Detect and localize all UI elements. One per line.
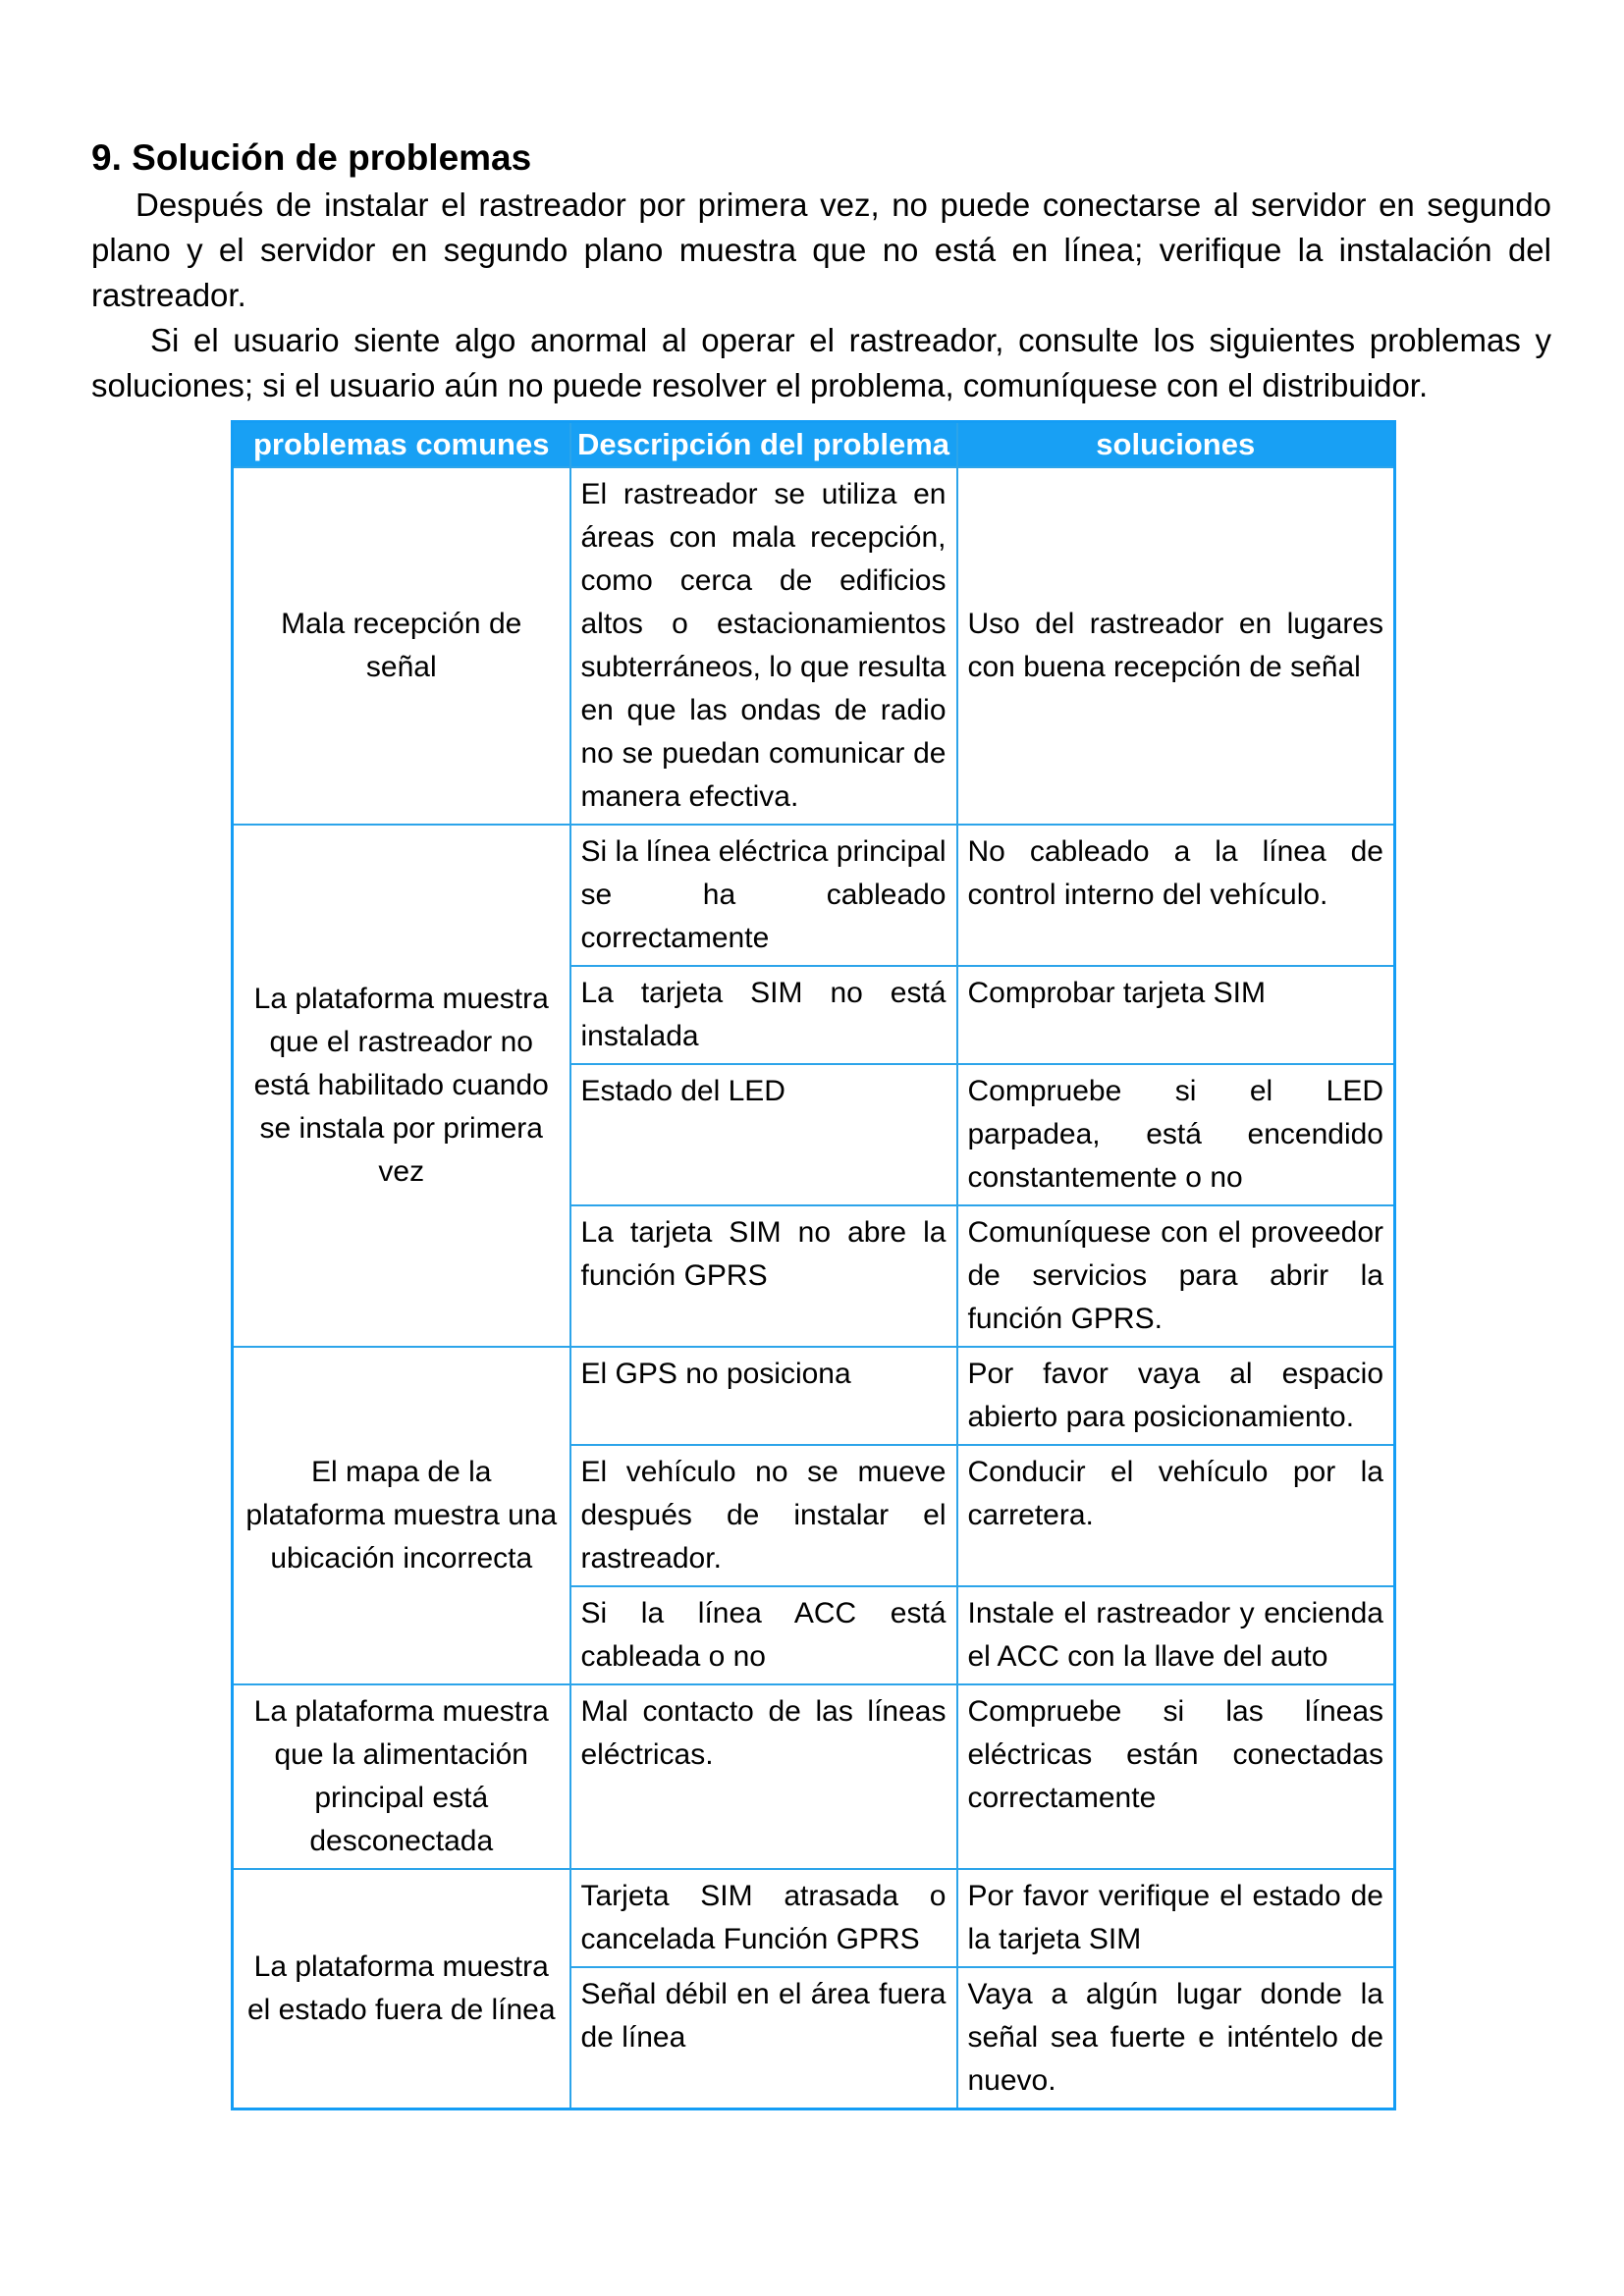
table-row (233, 1347, 1395, 1445)
column-header-problem-description: Descripción del problema (570, 422, 957, 468)
solution-cell: No cableado a la línea de control interno del vehículo. (957, 825, 1395, 966)
column-header-common-problems: problemas comunes (233, 422, 570, 468)
table-header-row (233, 422, 1395, 468)
table-row (233, 1869, 1395, 1967)
solution-cell: Compruebe si las líneas eléctricas están conectadas correctamente (957, 1684, 1395, 1869)
section-title: 9. Solución de problemas (91, 137, 532, 178)
intro-paragraph-2: Si el usuario siente algo anormal al operar el rastreador, consulte los siguientes problemas y soluciones; si el usuario aún no puede resolver el problema, comuníquese con el distribuidor. (91, 322, 1551, 403)
solution-cell: Por favor vaya al espacio abierto para posicionamiento. (957, 1347, 1395, 1445)
description-cell: El rastreador se utiliza en áreas con mala recepción, como cerca de edificios altos o estacionamientos subterráneos, lo que resulta en que las ondas de radio no se puedan comunicar de manera efectiva. (570, 467, 957, 825)
description-cell: El vehículo no se mueve después de instalar el rastreador. (570, 1445, 957, 1586)
solution-cell: Compruebe si el LED parpadea, está encendido constantemente o no (957, 1064, 1395, 1205)
problem-cell: La plataforma muestra el estado fuera de línea (233, 1869, 570, 2109)
solution-cell: Instale el rastreador y encienda el ACC con la llave del auto (957, 1586, 1395, 1684)
solution-cell: Comprobar tarjeta SIM (957, 966, 1395, 1064)
problem-cell: Mala recepción de señal (233, 467, 570, 825)
solution-cell: Uso del rastreador en lugares con buena recepción de señal (957, 467, 1395, 825)
description-cell: Si la línea eléctrica principal se ha cableado correctamente (570, 825, 957, 966)
table-row (233, 825, 1395, 966)
description-cell: Señal débil en el área fuera de línea (570, 1967, 957, 2109)
intro-paragraph-1: Después de instalar el rastreador por primera vez, no puede conectarse al servidor en segundo plano y el servidor en segundo plano muestra que no está en línea; verifique la instalación del rastreador. (91, 187, 1551, 313)
description-cell: Mal contacto de las líneas eléctricas. (570, 1684, 957, 1869)
solution-cell: Comuníquese con el proveedor de servicios para abrir la función GPRS. (957, 1205, 1395, 1347)
solution-cell: Por favor verifique el estado de la tarjeta SIM (957, 1869, 1395, 1967)
problem-cell: El mapa de la plataforma muestra una ubicación incorrecta (233, 1347, 570, 1684)
table-row (233, 1684, 1395, 1869)
troubleshooting-table (231, 420, 1396, 2110)
solution-cell: Conducir el vehículo por la carretera. (957, 1445, 1395, 1586)
problem-cell: La plataforma muestra que el rastreador no está habilitado cuando se instala por primera vez (233, 825, 570, 1347)
description-cell: Si la línea ACC está cableada o no (570, 1586, 957, 1684)
column-header-solutions: soluciones (957, 422, 1395, 468)
description-cell: La tarjeta SIM no está instalada (570, 966, 957, 1064)
description-cell: Tarjeta SIM atrasada o cancelada Función GPRS (570, 1869, 957, 1967)
table-row (233, 467, 1395, 825)
description-cell: Estado del LED (570, 1064, 957, 1205)
problem-cell: La plataforma muestra que la alimentación principal está desconectada (233, 1684, 570, 1869)
description-cell: El GPS no posiciona (570, 1347, 957, 1445)
description-cell: La tarjeta SIM no abre la función GPRS (570, 1205, 957, 1347)
solution-cell: Vaya a algún lugar donde la señal sea fuerte e inténtelo de nuevo. (957, 1967, 1395, 2109)
